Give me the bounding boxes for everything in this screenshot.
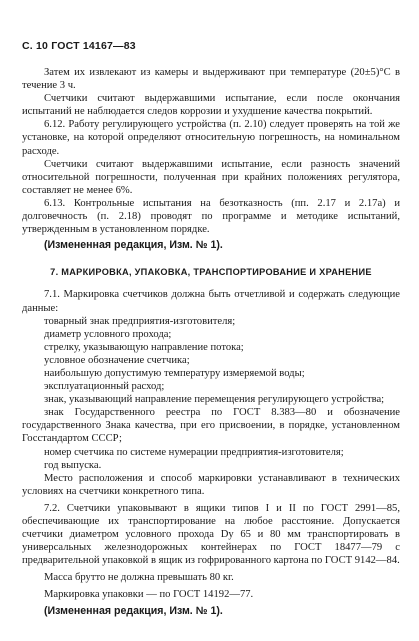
list-item: эксплуатационный расход; xyxy=(44,381,165,393)
paragraph: 7.1. Маркировка счетчиков должна быть отчетливой и содержать следующие данные: xyxy=(22,289,400,314)
paragraph: Счетчики считают выдержавшими испытание, если разность значений относительной погрешности, полученная при крайних положениях регулятора, составляет не менее 6%. xyxy=(22,158,400,196)
paragraph: Затем их извлекают из камеры и выдерживают при температуре (20±5)°С в течение 3 ч. xyxy=(22,67,400,92)
document-body xyxy=(22,66,400,618)
paragraph: Место расположения и способ маркировки устанавливают в технических условиях на счетчики конкретного типа. xyxy=(22,472,400,497)
paragraph: 6.12. Работу регулирующего устройства (п. 2.10) следует проверять на той же установке, на которой определяют относительную погрешность, на номинальном расходе. xyxy=(22,119,400,157)
section-title: 7. МАРКИРОВКА, УПАКОВКА, ТРАНСПОРТИРОВАНИЕ И ХРАНЕНИЕ xyxy=(50,267,372,278)
list-item: товарный знак предприятия-изготовителя; xyxy=(44,315,236,327)
list-item: условное обозначение счетчика; xyxy=(44,354,190,366)
list-item: номер счетчика по системе нумерации предприятия-изготовителя; xyxy=(44,446,344,458)
paragraph: Счетчики считают выдержавшими испытание, если после окончания испытаний не наблюдается следов коррозии и ухудшение качества покрытий. xyxy=(22,93,400,118)
list-item: наибольшую допустимую температуру измеряемой воды; xyxy=(44,367,305,379)
amendment-note: (Измененная редакция, Изм. № 1). xyxy=(44,239,223,252)
paragraph: Масса брутто не должна превышать 80 кг. xyxy=(44,572,234,584)
paragraph: 6.13. Контрольные испытания на безотказность (пп. 2.17 и 2.17а) и долговечность (п. 2.18) проводят по программе и методике испытаний, утвержденным в установленном порядке. xyxy=(22,197,400,236)
list-item: знак, указывающий направление перемещения регулирующего устройства; xyxy=(44,394,385,406)
amendment-note: (Измененная редакция, Изм. № 1). xyxy=(44,604,223,617)
list-item: год выпуска. xyxy=(44,459,102,471)
paragraph: 7.2. Счетчики упаковывают в ящики типов I и II по ГОСТ 2991—85, обеспечивающие их транспортирование на любое расстояние. Допускается счетчики диаметром условного прохода Dу 65 и 80 мм транспортировать в универсальных железнодорожных контейнерах по ГОСТ 18477—79 с предварительной упаковкой в ящик из гофрированного картона по ГОСТ 9142—84. xyxy=(22,502,400,567)
paragraph: Маркировка упаковки — по ГОСТ 14192—77. xyxy=(44,589,254,601)
list-item: стрелку, указывающую направление потока; xyxy=(44,341,244,353)
page-header: С. 10 ГОСТ 14167—83 xyxy=(22,40,136,52)
list-item: знак Государственного реестра по ГОСТ 8.383—80 и обозначение государственного Знака качества, при его присвоении, в порядке, установленном Госстандартом СССР; xyxy=(22,407,400,445)
list-item: диаметр условного прохода; xyxy=(44,328,172,340)
